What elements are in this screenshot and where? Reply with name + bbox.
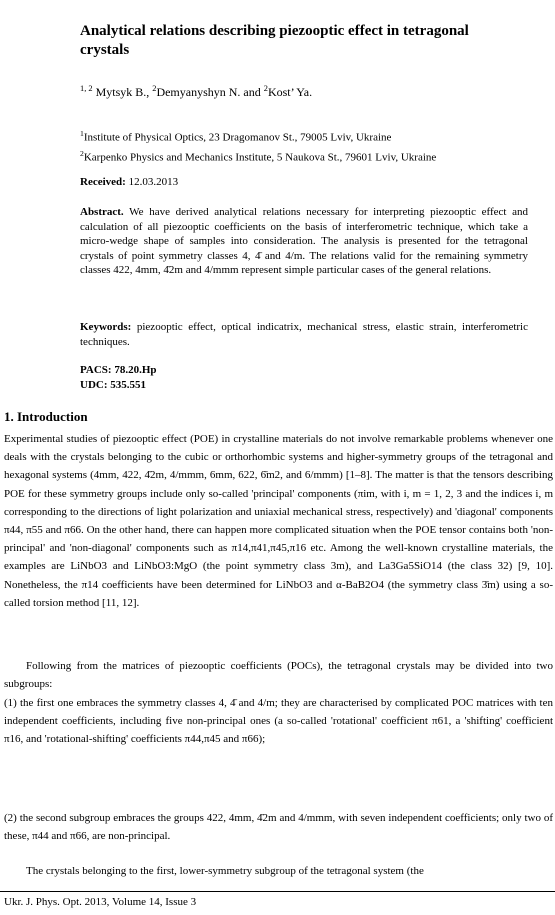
pacs-code: PACS: 78.20.Hp	[80, 364, 157, 376]
keywords-label: Keywords:	[80, 321, 132, 333]
author-name: Mytsyk B.,	[92, 85, 153, 99]
affil-mark: 2	[80, 148, 84, 158]
footer-divider	[0, 891, 555, 892]
abstract-text: We have derived analytical relations necessary for interpreting piezooptic effect and calculation of all piezooptic coefficients on the basis of interferometric technique, which take a micro-wedge shape of samples into consideration. The analysis is presented for the tetragonal crystals of point symmetry classes 4, 4̄ and 4/m. The relations valid for the remaining symmetry classes 422, 4mm, 4̄2m and 4/mmm represent simple particular cases of the general relations.	[80, 206, 528, 277]
body-paragraph: The crystals belonging to the first, lower-symmetry subgroup of the tetragonal system (the	[26, 865, 424, 877]
received-label: Received:	[80, 176, 126, 188]
paper-title: Analytical relations describing piezooptic effect in tetragonal crystals	[80, 23, 469, 58]
classification-codes	[80, 363, 157, 393]
keywords	[80, 320, 528, 349]
author-name: Kost’ Ya.	[267, 85, 313, 99]
author-affil-mark: 1, 2	[80, 84, 93, 93]
body-paragraph: Following from the matrices of piezooptic coefficients (POCs), the tetragonal crystals may be divided into two subgroups:	[4, 660, 553, 691]
author-affil-mark: 2	[263, 84, 268, 93]
affiliations	[80, 126, 436, 165]
affil-text: Institute of Physical Optics, 23 Dragomanov St., 79005 Lviv, Ukraine	[83, 131, 392, 144]
body-paragraph: Experimental studies of piezooptic effect (POE) in crystalline materials do not involve remarkable problems whenever one deals with the crystals belonging to the cubic or orthorhombic systems and higher-symmetry groups of the tetragonal and hexagonal systems (4mm, 422, 4̄2m, 4/mmm, 6mm, 622, 6̄m2, and 6/mmm) [1–8]. The matter is that the tensors describing POE for these symmetry groups include only so-called 'principal' components (πim, with i, m = 1, 2, 3 and the indices i, m corresponding to the directions of light polarization and uniaxial mechanical stress, respectively) and 'diagonal' components π44, π55 and π66. On the other hand, there can happen more complicated situation when the POE tensor contains both 'non-principal' and 'non-diagonal' components such as π14,π41,π45,π16 etc. Among the well-known crystalline materials, the examples are LiNbO3 and LiNbO3:MgO (the point symmetry class 3m), and La3Ga5SiO14 (the class 32) [9, 10]. Nonetheless, the π14 coefficients have been determined for LiNbO3 and α-BaB2O4 (the symmetry class 3̄m) using a so-called torsion method [11, 12].	[4, 433, 553, 609]
abstract	[80, 205, 528, 278]
section-heading: 1. Introduction	[4, 409, 88, 424]
list-item: (2) the second subgroup embraces the groups 422, 4mm, 4̄2m and 4/mmm, with seven independent coefficients; only two of these, π44 and π66, are non-principal.	[4, 812, 553, 843]
list-item: (1) the first one embraces the symmetry classes 4, 4̄ and 4/m; they are characterised by complicated POC matrices with ten independent coefficients, including five non-principal ones (a so-called 'rotational' coefficient π61, a 'shifting' coefficient π16, and 'rotational-shifting' coefficients π44,π45 and π66);	[4, 697, 553, 746]
journal-footer: Ukr. J. Phys. Opt. 2013, Volume 14, Issue 3	[4, 896, 197, 908]
author-list	[80, 84, 312, 100]
received-date	[80, 176, 178, 188]
abstract-label: Abstract.	[80, 206, 124, 218]
affiliation-item	[80, 146, 436, 166]
keywords-text: piezooptic effect, optical indicatrix, mechanical stress, elastic strain, interferometric techniques.	[80, 321, 528, 348]
received-value: 12.03.2013	[125, 176, 179, 188]
affiliation-item	[80, 126, 436, 146]
affil-mark: 1	[80, 129, 84, 138]
author-name: Demyanyshyn N. and	[156, 85, 264, 99]
author-affil-mark: 2	[152, 84, 157, 93]
udc-code: UDC: 535.551	[80, 379, 146, 391]
affil-text: Karpenko Physics and Mechanics Institute, 5 Naukova St., 79601 Lviv, Ukraine	[83, 151, 437, 164]
